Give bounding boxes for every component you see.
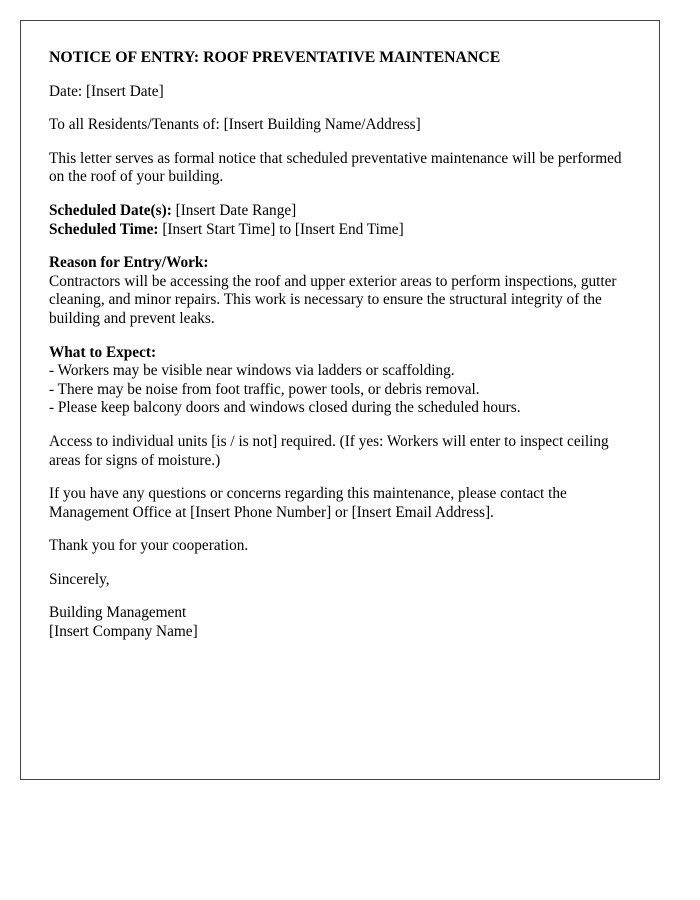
expect-item: - Please keep balcony doors and windows closed during the scheduled hours. [49, 399, 521, 417]
letter-title: NOTICE OF ENTRY: ROOF PREVENTATIVE MAINTENANCE [49, 49, 501, 66]
reason-heading: Reason for Entry/Work: [49, 254, 209, 272]
expect-heading: What to Expect: [49, 343, 157, 361]
thanks-line: Thank you for your cooperation. [49, 537, 249, 555]
letter-body [49, 49, 639, 657]
expect-item: - There may be noise from foot traffic, power tools, or debris removal. [49, 380, 480, 398]
scheduled-time-value: [Insert Start Time] to [Insert End Time] [158, 220, 404, 238]
date-line: Date: [Insert Date] [49, 82, 164, 100]
signature-block [49, 604, 639, 641]
signature-name: Building Management [49, 604, 187, 622]
scheduled-date-value: [Insert Date Range] [171, 201, 297, 219]
letter-frame [20, 20, 660, 780]
contact-paragraph: If you have any questions or concerns regarding this maintenance, please contact the Management Office at [Insert Phone Number] or [Insert Email Address]. [49, 485, 567, 521]
intro-paragraph: This letter serves as formal notice that scheduled preventative maintenance will be performed on the roof of your building. [49, 149, 622, 186]
scheduled-date-label: Scheduled Date(s): [49, 201, 172, 219]
schedule-block [49, 202, 639, 239]
signature-company: [Insert Company Name] [49, 623, 198, 641]
reason-text: Contractors will be accessing the roof and upper exterior areas to perform inspections, gutter cleaning, and minor repairs. This work is necessary to ensure the structural integrity of the building and prevent leaks. [49, 272, 617, 327]
recipient-line: To all Residents/Tenants of: [Insert Building Name/Address] [49, 116, 421, 134]
scheduled-date-line [49, 202, 639, 221]
scheduled-time-line [49, 221, 639, 240]
closing-line: Sincerely, [49, 570, 110, 588]
access-paragraph: Access to individual units [is / is not] required. (If yes: Workers will enter to inspect ceiling areas for signs of moisture.) [49, 432, 609, 469]
expect-block [49, 344, 639, 418]
reason-block [49, 254, 639, 328]
scheduled-time-label: Scheduled Time: [49, 220, 159, 238]
expect-item: - Workers may be visible near windows via ladders or scaffolding. [49, 362, 455, 380]
